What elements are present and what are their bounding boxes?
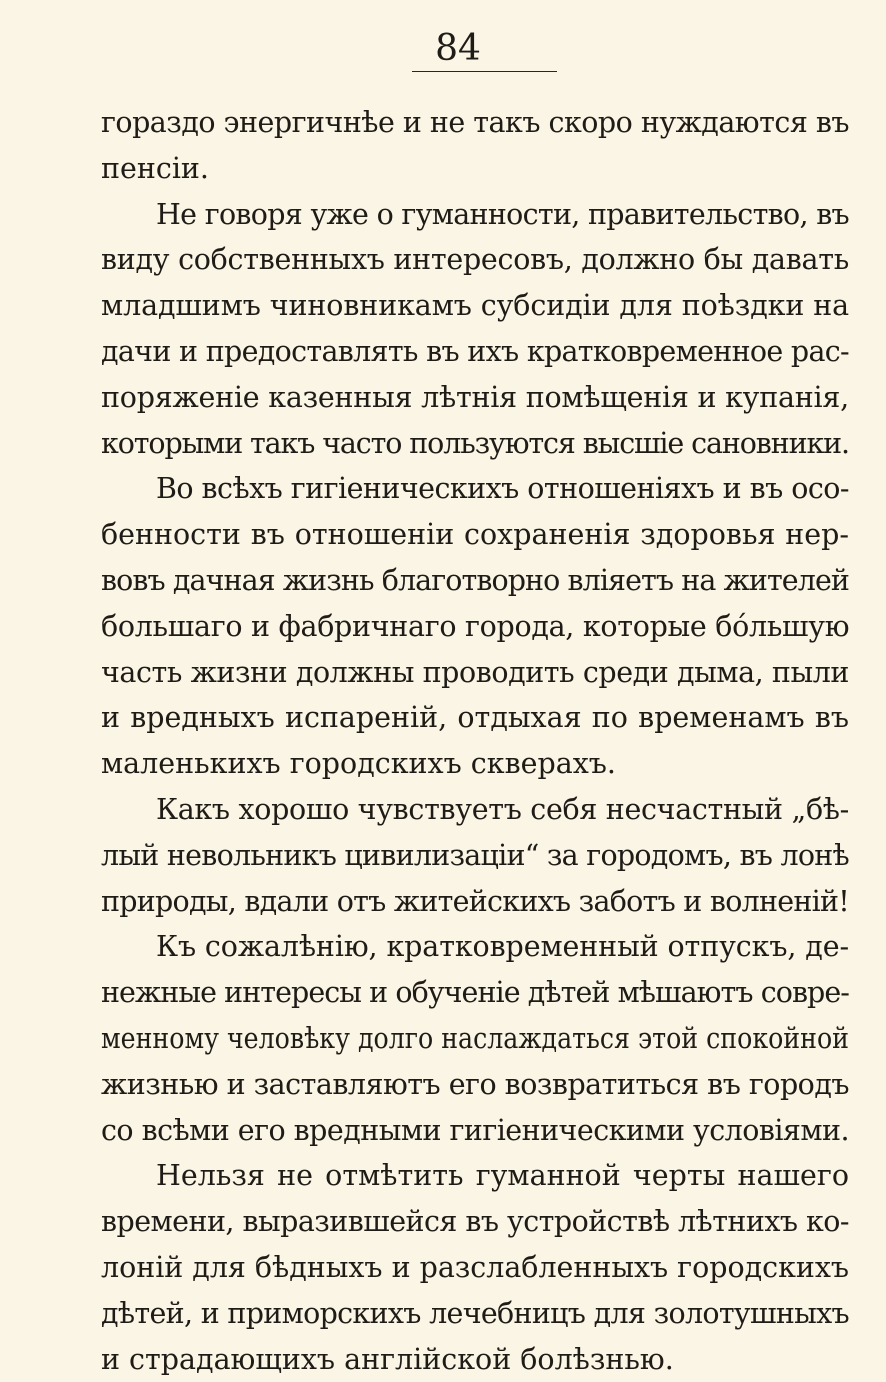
body-text [101, 100, 849, 1382]
text-line: природы, вдали отъ житейскихъ заботъ и волненій! [101, 884, 849, 918]
text-line: менному человѣку долго наслаждаться этой спокойной [101, 1021, 849, 1055]
text-line: большаго и фабричнаго города, которые бо́льшую [101, 609, 850, 643]
text-line: вовъ дачная жизнь благотворно вліяетъ на жителей [101, 563, 849, 597]
text-line: которыми такъ часто пользуются высшіе сановники. [101, 426, 849, 460]
text-line: со всѣми его вредными гигіеническими условіями. [101, 1113, 849, 1147]
text-line: гораздо энергичнѣе и не такъ скоро нуждаются въ [101, 106, 849, 139]
text-line: часть жизни должны проводить среди дыма, пыли [101, 655, 849, 689]
text-line: жизнью и заставляютъ его возвратиться въ городъ [101, 1067, 849, 1101]
text-line: пенсіи. [101, 151, 209, 185]
text-line: Къ сожалѣнію, кратковременный отпускъ, де- [156, 930, 849, 964]
text-line: и вредныхъ испареній, отдыхая по временамъ въ [101, 701, 849, 735]
text-line: дѣтей, и приморскихъ лечебницъ для золотушныхъ [101, 1296, 850, 1330]
text-line: и страдающихъ англійской болѣзнью. [101, 1342, 674, 1376]
text-line: Во всѣхъ гигіеническихъ отношеніяхъ и въ осо- [156, 472, 849, 506]
text-line: Какъ хорошо чувствуетъ себя несчастный „бѣ- [156, 792, 849, 826]
text-line: нежные интересы и обученіе дѣтей мѣшаютъ совре- [101, 976, 849, 1010]
text-line: виду собственныхъ интересовъ, должно бы давать [101, 243, 849, 277]
text-line: Нельзя не отмѣтить гуманной черты нашего [156, 1159, 849, 1193]
page-number: 84 [435, 28, 481, 69]
text-line: Не говоря уже о гуманности, правительство, въ [156, 197, 849, 231]
text-line: младшимъ чиновникамъ субсидіи для поѣздки на [101, 289, 849, 323]
text-line: дачи и предоставлять въ ихъ кратковременное рас- [101, 334, 849, 368]
text-line: времени, выразившейся въ устройствѣ лѣтнихъ ко- [101, 1205, 849, 1239]
text-line: маленькихъ городскихъ скверахъ. [101, 747, 616, 781]
text-line: бенности въ отношеніи сохраненія здоровья нер- [101, 518, 849, 552]
header-rule [412, 71, 557, 72]
text-line: лый невольникъ цивилизаціи“ за городомъ, въ лонѣ [101, 838, 849, 872]
text-line: лоній для бѣдныхъ и разслабленныхъ городскихъ [101, 1250, 849, 1284]
text-line: поряженіе казенныя лѣтнія помѣщенія и купанія, [101, 380, 849, 414]
